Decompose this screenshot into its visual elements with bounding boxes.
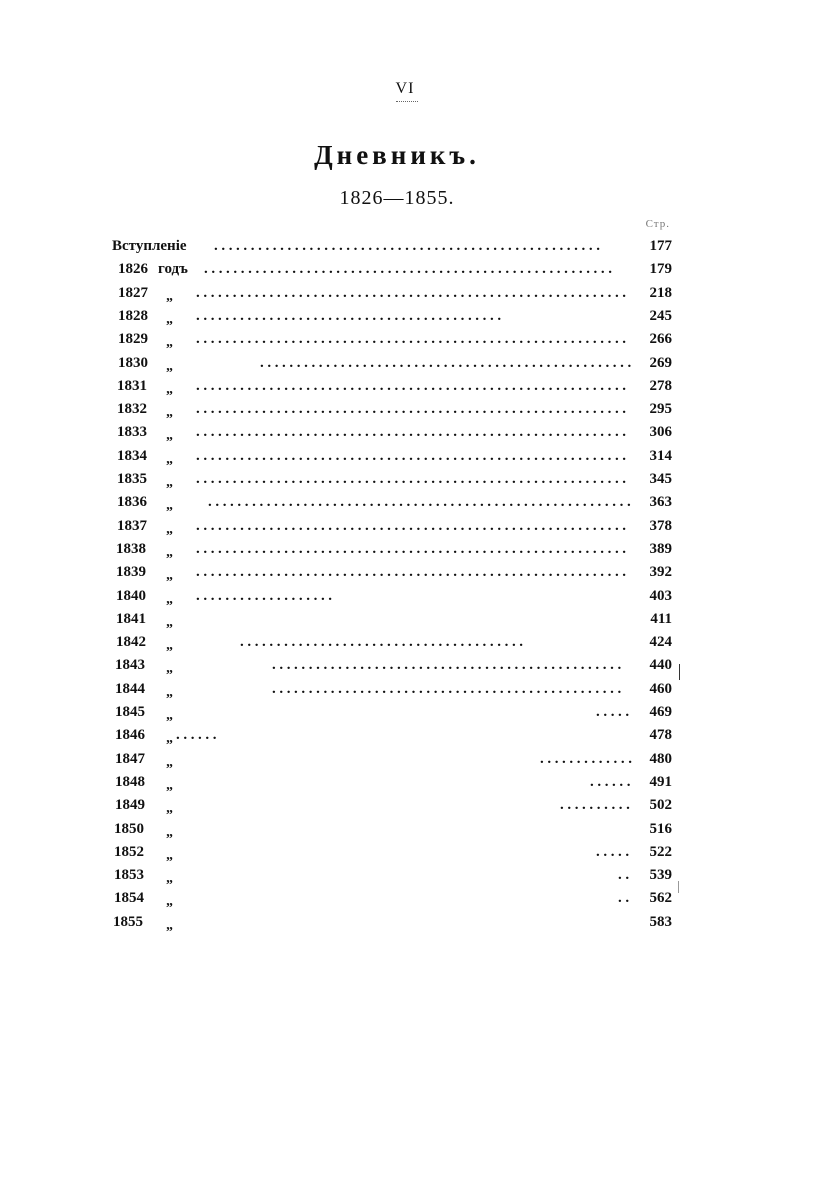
toc-entry [0,401,840,423]
toc-entry [0,424,840,446]
ditto-mark: „ [166,754,173,770]
ditto-mark: „ [166,544,173,560]
toc-entry-page: 392 [649,564,672,581]
dot-leader: ................................................... [260,354,635,371]
dot-leader: ........................................................... [196,331,630,348]
toc-entry-page: 583 [649,913,672,930]
ditto-mark: „ [166,801,173,817]
ditto-mark: „ [166,708,173,723]
toc-entry-page: 522 [649,843,672,860]
ditto-mark: „ [166,894,173,910]
toc-entry-year: 1836 [117,494,147,511]
toc-entry-page: 269 [649,354,672,371]
dot-leader: ................................................ [272,680,625,697]
toc-entry-page: 478 [649,727,672,744]
toc-entry-page: 539 [649,867,672,884]
toc-entry-year: 1827 [118,284,148,301]
toc-entry [0,494,840,516]
margin-mark [678,881,679,893]
toc-entry [0,285,840,307]
toc-entry-page: 480 [649,750,672,767]
toc-entry-year: 1830 [118,354,148,371]
toc-entry-page: 266 [649,331,672,348]
toc-entry-page: 278 [649,377,672,394]
ditto-mark: „ [166,475,173,490]
toc-entry [0,588,840,610]
ditto-mark: „ [166,614,173,630]
ditto-mark: „ [166,335,173,351]
toc-entry-page: 460 [649,680,672,697]
toc-entry [0,797,840,819]
ditto-mark: „ [166,824,173,840]
ditto-mark: „ [166,521,173,537]
ditto-mark: „ [166,451,173,467]
ditto-mark: „ [166,428,173,444]
toc-entry-page: 516 [649,820,672,837]
toc-entry-page: 502 [649,797,672,814]
margin-mark [679,664,680,680]
toc-entry-year: 1846 [115,727,145,744]
toc-entry-label: годъ [158,261,188,278]
page-number: VI [395,80,415,97]
ditto-mark: „ [166,381,173,397]
toc-entry [0,518,840,540]
toc-entry [0,308,840,330]
toc-entry-year: 1838 [116,540,146,557]
toc-entry-page: 389 [649,540,672,557]
toc-entry [0,681,840,703]
ditto-mark: „ [166,731,173,747]
toc-entry-year: 1844 [115,680,145,697]
toc-entry [0,261,840,283]
toc-entry-page: 440 [649,657,672,674]
toc-entry [0,890,840,912]
section-title: Дневникъ. [314,140,480,170]
toc-entry [0,821,840,843]
toc-entry-year: 1843 [115,657,145,674]
dot-leader: .. [618,890,633,907]
toc-entry [0,914,840,936]
toc-entry-year: 1841 [116,610,146,627]
ditto-mark: „ [166,311,173,327]
toc-entry-year: 1839 [116,564,146,581]
toc-entry-page: 179 [649,261,672,278]
dot-leader: ........................................................... [196,284,630,301]
ditto-mark: „ [166,568,173,584]
toc-entry [0,751,840,773]
toc-entry-page: 424 [649,634,672,651]
toc-entry-year: 1826 [118,261,148,278]
dot-leader: .......... [560,797,634,814]
toc-entry-page: 245 [649,307,672,324]
toc-entry-year: 1831 [117,377,147,394]
dot-leader: .......................................................... [208,494,635,511]
dot-leader: ....................................... [240,634,527,651]
toc-entry [0,774,840,796]
toc-entry-year: 1834 [117,447,147,464]
toc-entry [0,541,840,563]
toc-entry [0,844,840,866]
dot-leader: ........................................................... [196,517,630,534]
ditto-mark: „ [166,847,173,863]
ditto-mark: „ [166,358,173,374]
dot-leader: ........................................................... [196,377,630,394]
toc-entry-year: 1835 [117,471,147,487]
dot-leader: ........................................................... [196,540,630,557]
dot-leader: ............. [540,750,636,767]
toc-entry-year: 1848 [115,773,145,790]
toc-entry [0,867,840,889]
ditto-mark: „ [166,777,173,793]
toc-entry-page: 177 [649,238,672,254]
toc-entry-year: 1840 [116,587,146,604]
toc-entry-year: 1853 [114,867,144,884]
toc-entry-page: 345 [649,471,672,487]
toc-entry [0,331,840,353]
dot-leader: ..................................................... [214,238,604,254]
ditto-mark: „ [166,871,173,887]
toc-entry [0,564,840,586]
toc-entry [0,471,840,493]
ditto-mark: „ [166,591,173,607]
dot-leader: ........................................................... [196,447,630,464]
dot-leader: ........................................................... [196,564,630,581]
toc-entry-page: 403 [649,587,672,604]
toc-entry [0,448,840,470]
toc-entry-year: 1828 [118,307,148,324]
dot-leader: ..... [596,843,633,860]
toc-entry [0,355,840,377]
toc-entry [0,238,840,260]
page-column-heading: Стр. [645,218,670,230]
toc-entry-year: 1852 [114,843,144,860]
toc-entry-year: 1845 [115,704,145,720]
toc-entry-year: 1829 [118,331,148,348]
toc-entry-label: Вступленіе [112,238,187,254]
toc-entry-page: 491 [649,773,672,790]
ditto-mark: „ [166,405,173,421]
toc-entry [0,378,840,400]
ditto-mark: „ [166,917,173,933]
ditto-mark: „ [166,684,173,700]
toc-entry-year: 1847 [115,750,145,767]
dot-leader: ................................................ [272,657,625,674]
dot-leader: ...... [590,773,635,790]
toc-entry-year: 1849 [115,797,145,814]
toc-entry-page: 469 [649,704,672,720]
dot-leader: ........................................................... [196,424,630,441]
dot-leader: ................... [196,587,336,604]
toc-entry-year: 1842 [116,634,146,651]
toc-entry-page: 378 [649,517,672,534]
toc-entry-page: 411 [650,610,672,627]
toc-entry-year: 1850 [114,820,144,837]
dot-leader: ..... [596,704,633,720]
toc-entry [0,704,840,726]
toc-entry-year: 1833 [117,424,147,441]
dot-leader: ........................................................... [196,401,630,418]
toc-entry [0,657,840,679]
dot-leader: ...... [176,727,221,744]
dot-leader: ........................................................ [204,261,616,278]
toc-entry-year: 1855 [113,913,143,930]
ditto-mark: „ [166,498,173,514]
toc-entry-year: 1837 [117,517,147,534]
dot-leader: ........................................................... [196,471,630,487]
toc-entry-year: 1832 [117,401,147,418]
dot-leader: .. [618,867,633,884]
toc-entry-page: 562 [649,890,672,907]
toc-entry-page: 295 [649,401,672,418]
page-number-rule [396,101,418,102]
section-years: 1826—1855. [339,187,455,209]
dot-leader: .......................................... [196,307,505,324]
toc-entry-page: 363 [649,494,672,511]
ditto-mark: „ [166,638,173,654]
toc-entry [0,634,840,656]
toc-entry [0,611,840,633]
toc-entry [0,727,840,749]
ditto-mark: „ [166,288,173,304]
ditto-mark: „ [166,661,173,677]
toc-entry-page: 306 [649,424,672,441]
toc-entry-year: 1854 [114,890,144,907]
toc-entry-page: 218 [649,284,672,301]
toc-entry-page: 314 [649,447,672,464]
